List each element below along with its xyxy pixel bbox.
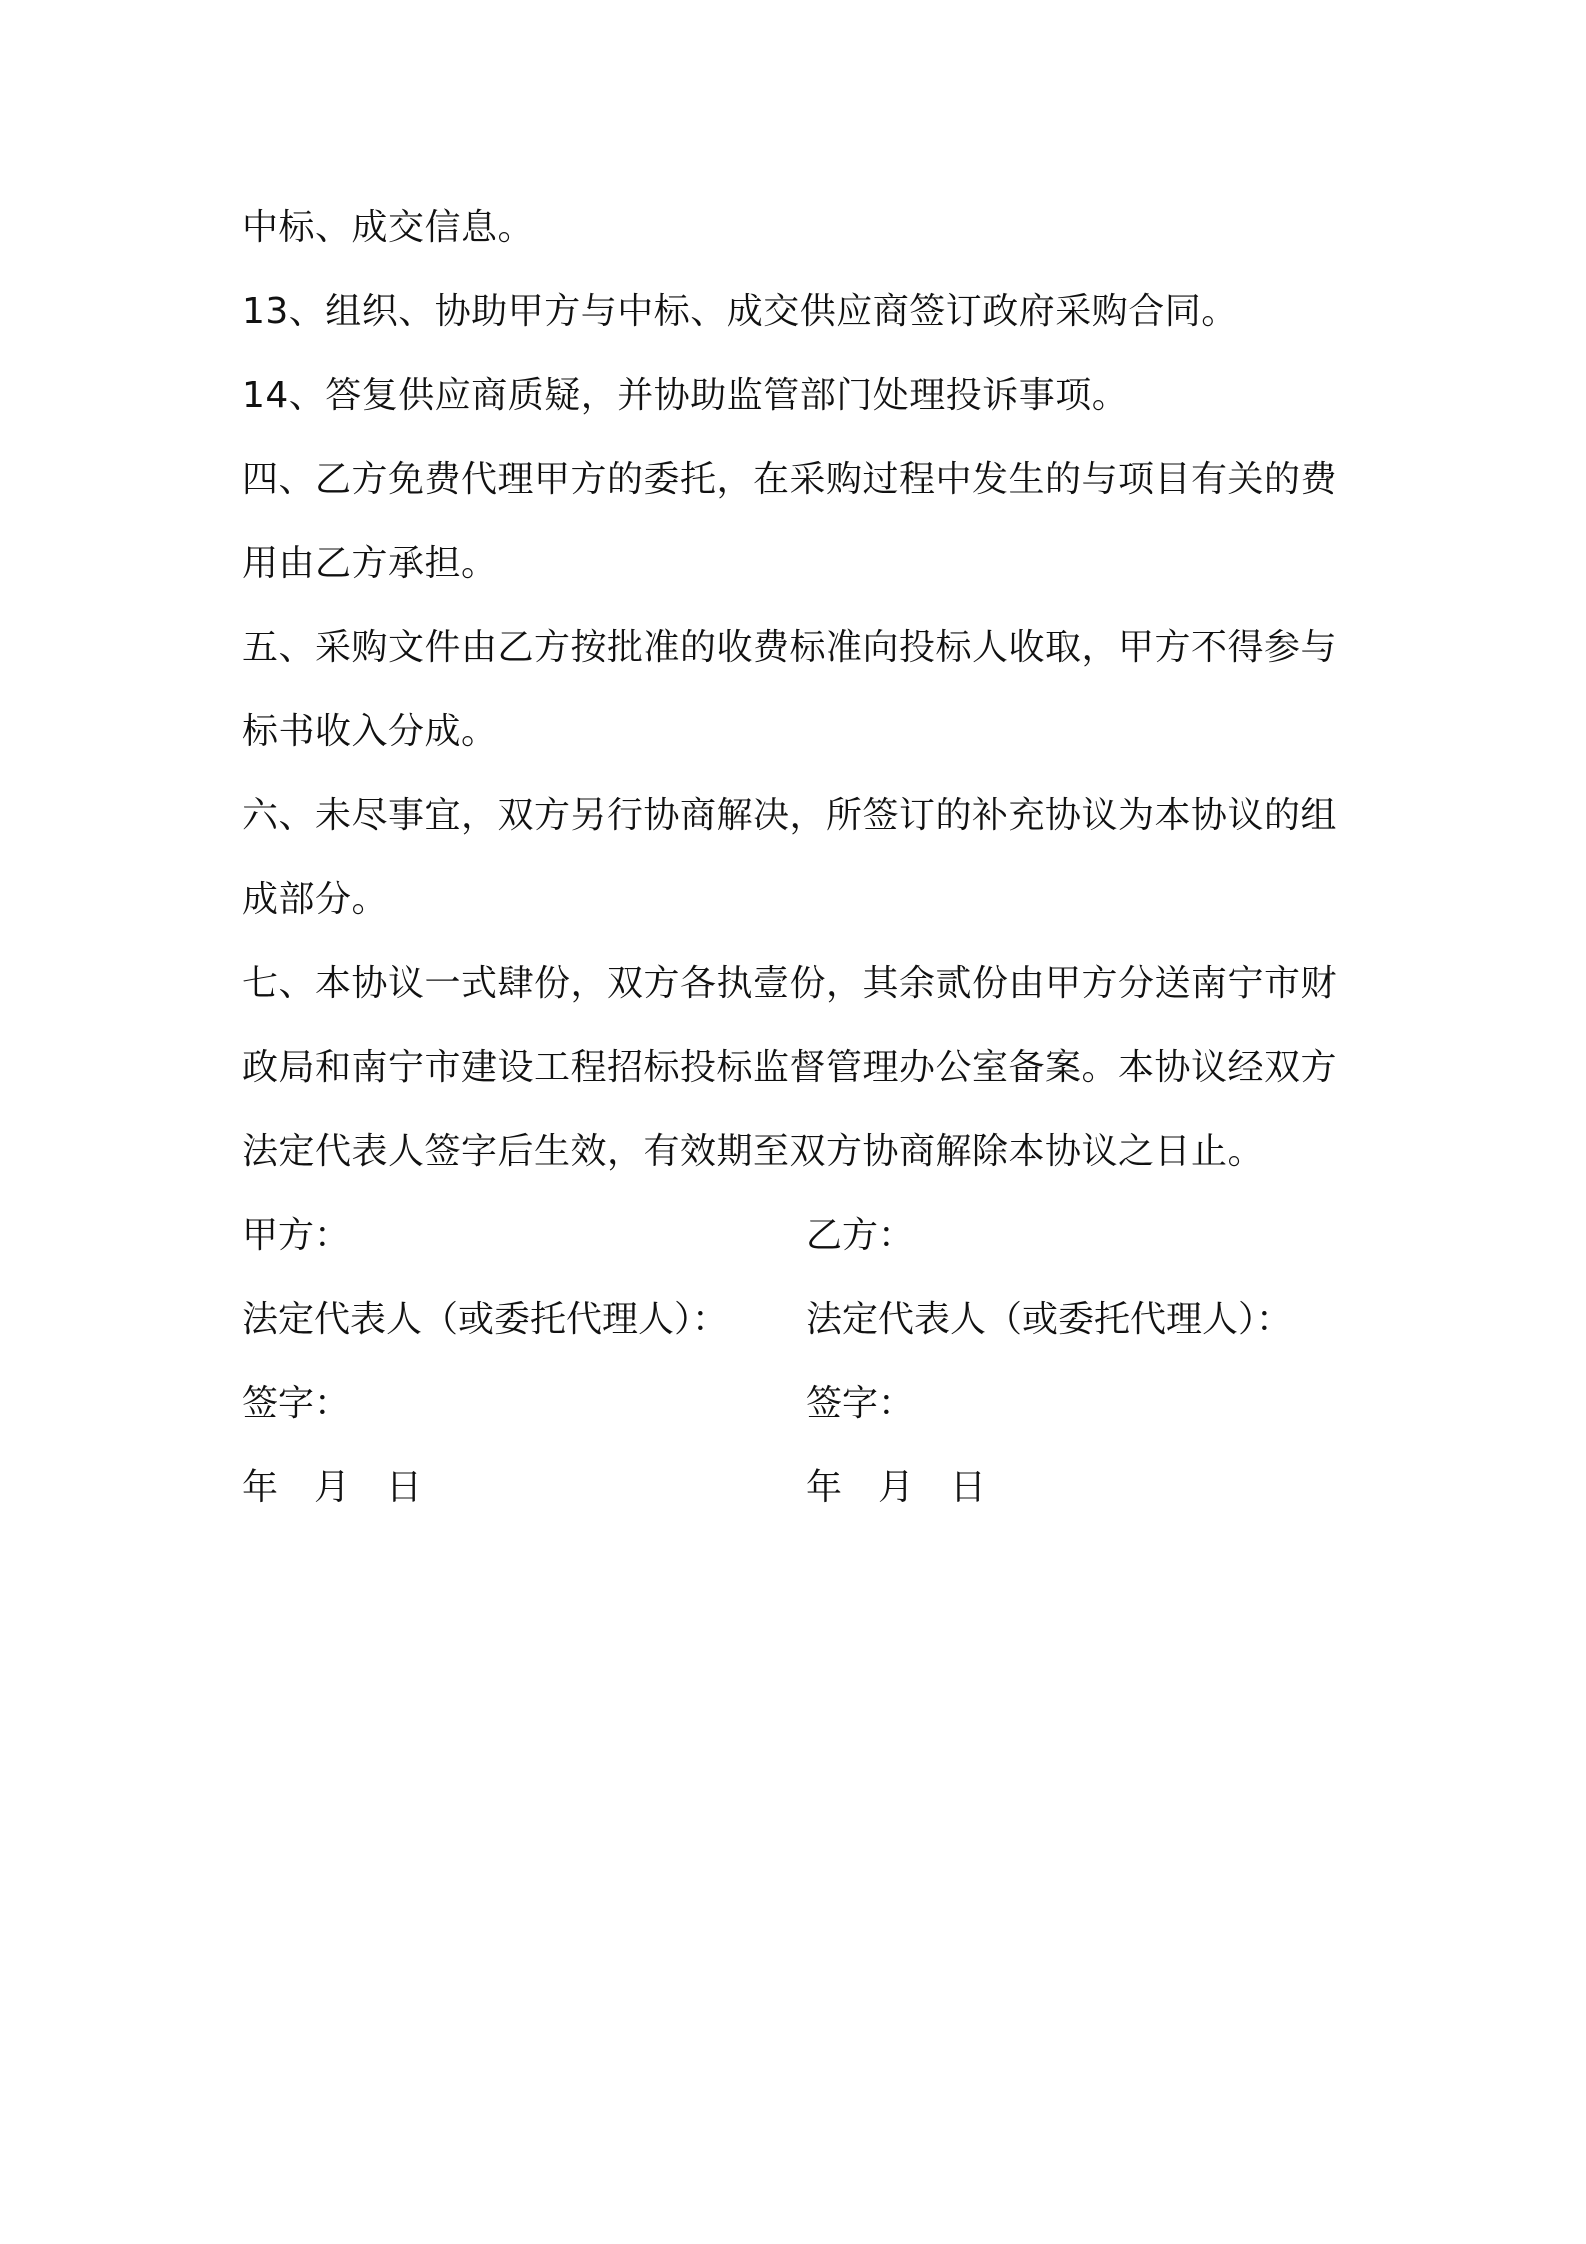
signature-date-row	[242, 1464, 1362, 1512]
paragraph-line-9: 成部分。	[242, 879, 389, 920]
paragraph-line-1: 中标、成交信息。	[242, 207, 535, 248]
signature-representative-row	[242, 1296, 1362, 1344]
representative-b-label: 法定代表人（或委托代理人）：	[806, 1299, 1293, 1340]
representative-a-label: 法定代表人（或委托代理人）：	[242, 1299, 729, 1340]
paragraph-line-4: 四、乙方免费代理甲方的委托，在采购过程中发生的与项目有关的费	[242, 459, 1338, 500]
date-b-label: 年 月 日	[806, 1467, 987, 1508]
paragraph-line-10: 七、本协议一式肆份，双方各执壹份，其余贰份由甲方分送南宁市财	[242, 963, 1338, 1004]
paragraph-line-3: 14、答复供应商质疑，并协助监管部门处理投诉事项。	[242, 375, 1129, 416]
paragraph-line-12: 法定代表人签字后生效，有效期至双方协商解除本协议之日止。	[242, 1131, 1265, 1172]
paragraph-line-5: 用由乙方承担。	[242, 543, 498, 584]
party-b-label: 乙方：	[806, 1215, 915, 1256]
signature-sign-row	[242, 1380, 1362, 1428]
paragraph-line-11: 政局和南宁市建设工程招标投标监督管理办公室备案。本协议经双方	[242, 1047, 1338, 1088]
paragraph-line-6: 五、采购文件由乙方按批准的收费标准向投标人收取，甲方不得参与	[242, 627, 1338, 668]
paragraph-line-2: 13、组织、协助甲方与中标、成交供应商签订政府采购合同。	[242, 291, 1238, 332]
signature-party-row	[242, 1212, 1362, 1260]
date-a-label: 年 月 日	[242, 1467, 423, 1508]
sign-b-label: 签字：	[806, 1383, 915, 1424]
paragraph-line-7: 标书收入分成。	[242, 711, 498, 752]
paragraph-line-8: 六、未尽事宜，双方另行协商解决，所签订的补充协议为本协议的组	[242, 795, 1338, 836]
sign-a-label: 签字：	[242, 1383, 351, 1424]
party-a-label: 甲方：	[242, 1215, 351, 1256]
